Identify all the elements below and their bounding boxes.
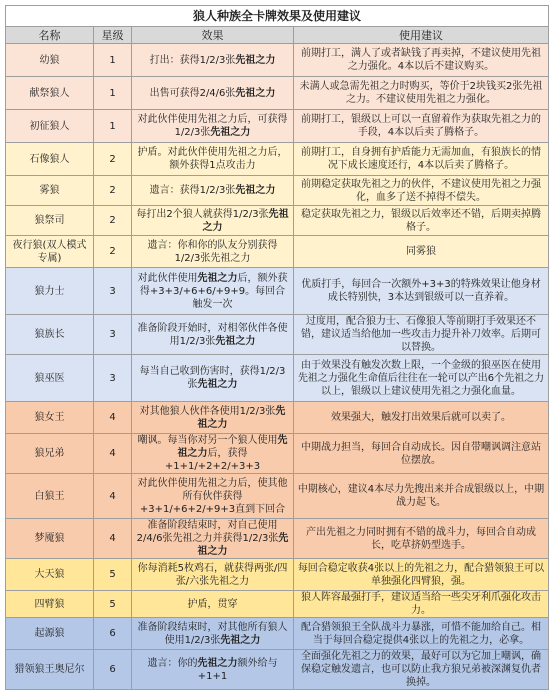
header-name: 名称 [6, 27, 94, 44]
card-advice: 未满人或急需先祖之力时购买，等价于2块钱买2张先祖之力。不建议使用先祖之力强化。 [294, 77, 549, 110]
card-star-level: 5 [94, 559, 132, 591]
table-row [6, 434, 549, 474]
card-effect [132, 143, 294, 176]
card-name: 起源狼 [6, 618, 94, 650]
card-advice: 前期稳定获取先祖之力的伙伴，不建议使用先祖之力强化，血多了送不掉得不偿失。 [294, 176, 549, 206]
card-advice: 每回合稳定收获4张以上的先祖之力，配合猎领狼王可以单独强化四臂狼，强。 [294, 559, 549, 591]
card-effect [132, 355, 294, 402]
card-name: 梦魇狼 [6, 519, 94, 559]
card-advice: 效果强大，触发打出效果后就可以卖了。 [294, 402, 549, 434]
card-name: 狼族长 [6, 315, 94, 355]
effect-keyword: 先祖之力 [197, 657, 238, 669]
card-star-level: 2 [94, 176, 132, 206]
effect-text: 准备阶段结束时，对自己使用2/4/6张先祖之力并获得1/2/3张 [136, 520, 279, 544]
card-effect [132, 315, 294, 355]
effect-keyword: 先祖之力 [215, 335, 256, 347]
table-row [6, 206, 549, 236]
table-row [6, 143, 549, 176]
effect-text: 你每消耗5枚鸡石，就获得两张/四张/六张先祖之力 [137, 562, 288, 587]
table-row [6, 559, 549, 591]
card-advice: 狼人阵容最强打手，建议适当给一些尖牙利爪强化攻击力。 [294, 591, 549, 618]
effect-text: 对此伙伴使用先祖之力后，使其他所有伙伴获得+3+1/+6+2/+9+3直到下回合 [137, 477, 288, 515]
effect-text-tail: 额外给与+1+1 [197, 657, 278, 682]
card-effects-table-wrapper [5, 5, 548, 690]
effect-text: 对此伙伴使用 [137, 272, 198, 284]
card-advice: 同雾狼 [294, 236, 549, 268]
table-row [6, 110, 549, 143]
header-advice: 使用建议 [294, 27, 549, 44]
table-row [6, 315, 549, 355]
card-name: 狼力士 [6, 268, 94, 315]
card-effect [132, 402, 294, 434]
card-advice: 前期打工，银级以上可以一直留着作为获取先祖之力的手段，4本以后卖了腾格子。 [294, 110, 549, 143]
effect-text: 遗言：你和你的队友分别获得1/2/3张先祖之力 [147, 239, 278, 264]
card-effect [132, 268, 294, 315]
card-advice: 由于效果没有触发次数上限，一个金级的狼巫医在使用先祖之力强化生命值后往往在一轮可以产出6个先祖之力以上，银级以上建议使用先祖之力强化血量。 [294, 355, 549, 402]
card-advice: 配合猎领狼王全队战斗力暴涨，可惜不能加给自己。相当于每回合稳定提供4张以上的先祖之力，必拿。 [294, 618, 549, 650]
table-row [6, 268, 549, 315]
effect-keyword: 先祖之力 [202, 208, 289, 233]
table-row [6, 402, 549, 434]
header-row [6, 27, 549, 44]
card-name: 大天狼 [6, 559, 94, 591]
table-title: 狼人种族全卡牌效果及使用建议 [6, 6, 549, 27]
card-star-level: 2 [94, 143, 132, 176]
card-name: 白狼王 [6, 474, 94, 519]
effect-text: 遗言：你的 [147, 657, 198, 669]
card-name: 猎领狼王奥尼尔 [6, 650, 94, 690]
card-effects-table [5, 5, 549, 690]
card-star-level: 3 [94, 315, 132, 355]
card-name: 狼祭司 [6, 206, 94, 236]
card-effect [132, 206, 294, 236]
effect-text: 对此伙伴使用先祖之力后，可获得1/2/3张 [137, 114, 288, 138]
effect-keyword: 先祖之力 [235, 185, 276, 196]
header-star: 星级 [94, 27, 132, 44]
effect-keyword: 先祖之力 [235, 87, 276, 99]
table-row [6, 77, 549, 110]
effect-text: 对其他狼人伙伴各使用1/2/3张 [139, 405, 276, 417]
card-effect [132, 618, 294, 650]
card-effect [132, 650, 294, 690]
card-star-level: 3 [94, 355, 132, 402]
card-name: 狼兄弟 [6, 434, 94, 474]
card-name: 雾狼 [6, 176, 94, 206]
card-star-level: 6 [94, 650, 132, 690]
card-star-level: 5 [94, 591, 132, 618]
effect-text: 打出：获得1/2/3张 [149, 54, 236, 66]
card-effect [132, 77, 294, 110]
effect-text: 准备阶段结束时，对其他所有狼人使用1/2/3张 [137, 621, 288, 646]
card-advice: 过度用，配合狼力士、石像狼人等前期打手效果还不错，建议适当给他加一些攻击力提升补刀效率。后期可以替换。 [294, 315, 549, 355]
table-row [6, 236, 549, 268]
table-row [6, 44, 549, 77]
table-row [6, 355, 549, 402]
card-advice: 中期核心，建议4本尽力先搜出来并合成银级以上，中期战力起飞。 [294, 474, 549, 519]
effect-text: 嘲讽。每当你对另一个狼人使用 [137, 435, 278, 446]
effect-text-tail: 后，额外获得+3+3/+6+6/+9+9。每回合触发一次 [139, 272, 288, 310]
effect-keyword: 先祖之力 [197, 272, 238, 284]
card-advice: 中期战力担当，每回合自动成长。因自带嘲讽调注意站位摆放。 [294, 434, 549, 474]
table-row [6, 650, 549, 690]
card-star-level: 2 [94, 206, 132, 236]
table-row [6, 591, 549, 618]
effect-text: 护盾。对此伙伴使用先祖之力后，额外获得1点攻击力 [137, 147, 288, 171]
effect-text: 遗言：获得1/2/3张 [149, 185, 236, 196]
card-effect [132, 176, 294, 206]
card-advice: 前期打工，自身拥有护盾能力无需加血，有狼族长的情况下成长速度还行，4本以后卖了腾格子。 [294, 143, 549, 176]
effect-text: 准备阶段开始时，对相邻伙伴各使用1/2/3张 [137, 322, 288, 347]
card-star-level: 4 [94, 434, 132, 474]
table-row [6, 519, 549, 559]
card-star-level: 4 [94, 474, 132, 519]
table-row [6, 474, 549, 519]
card-star-level: 4 [94, 519, 132, 559]
card-star-level: 1 [94, 77, 132, 110]
effect-keyword: 先祖之力 [177, 435, 288, 459]
effect-text-tail: 后，获得+1+1/+2+2/+3+3 [164, 448, 261, 472]
card-name: 狼巫医 [6, 355, 94, 402]
effect-text: 每打出2个狼人就获得1/2/3张 [136, 208, 269, 220]
card-name: 初征狼人 [6, 110, 94, 143]
card-effect [132, 591, 294, 618]
card-effect [132, 236, 294, 268]
card-advice: 全面强化先祖之力的效果，最好可以为它加上嘲讽，确保稳定触发遗言，也可以防止我方狼兄弟被深渊复仇者换掉。 [294, 650, 549, 690]
card-name: 石像狼人 [6, 143, 94, 176]
header-effect: 效果 [132, 27, 294, 44]
effect-text: 每当自己收到伤害时，获得1/2/3张 [139, 366, 286, 390]
card-star-level: 2 [94, 236, 132, 268]
card-star-level: 3 [94, 268, 132, 315]
card-effect [132, 559, 294, 591]
card-advice: 产出先祖之力同时拥有不错的战斗力，每回合自动成长，吃草挤奶型选手。 [294, 519, 549, 559]
table-row [6, 618, 549, 650]
card-advice: 优质打手，每回合一次额外+3+3的特殊效果让他身材成长特别快，3本达到银级可以一直养着。 [294, 268, 549, 315]
effect-keyword: 先祖之力 [197, 533, 289, 557]
card-star-level: 1 [94, 44, 132, 77]
card-name: 幼狼 [6, 44, 94, 77]
card-star-level: 1 [94, 110, 132, 143]
table-row [6, 176, 549, 206]
card-name: 夜行狼(双人模式专属) [6, 236, 94, 268]
effect-keyword: 先祖之力 [220, 634, 261, 646]
card-star-level: 4 [94, 402, 132, 434]
card-name: 狼女王 [6, 402, 94, 434]
card-effect [132, 44, 294, 77]
card-effect [132, 110, 294, 143]
effect-text: 出售可获得2/4/6张 [149, 87, 236, 99]
card-name: 献祭狼人 [6, 77, 94, 110]
card-advice: 前期打工，满人了或者缺钱了再卖掉，不建议使用先祖之力强化。4本以后不建议购买。 [294, 44, 549, 77]
card-effect [132, 474, 294, 519]
effect-keyword: 先祖之力 [197, 379, 238, 390]
card-effect [132, 434, 294, 474]
effect-keyword: 先祖之力 [210, 127, 251, 138]
effect-text: 护盾，贯穿 [187, 598, 238, 610]
effect-keyword: 先祖之力 [235, 54, 276, 66]
card-name: 四臂狼 [6, 591, 94, 618]
card-advice: 稳定获取先祖之力，银级以后效率还不错，后期卖掉腾格子。 [294, 206, 549, 236]
card-star-level: 6 [94, 618, 132, 650]
effect-keyword: 先祖之力 [197, 405, 286, 430]
card-effect [132, 519, 294, 559]
